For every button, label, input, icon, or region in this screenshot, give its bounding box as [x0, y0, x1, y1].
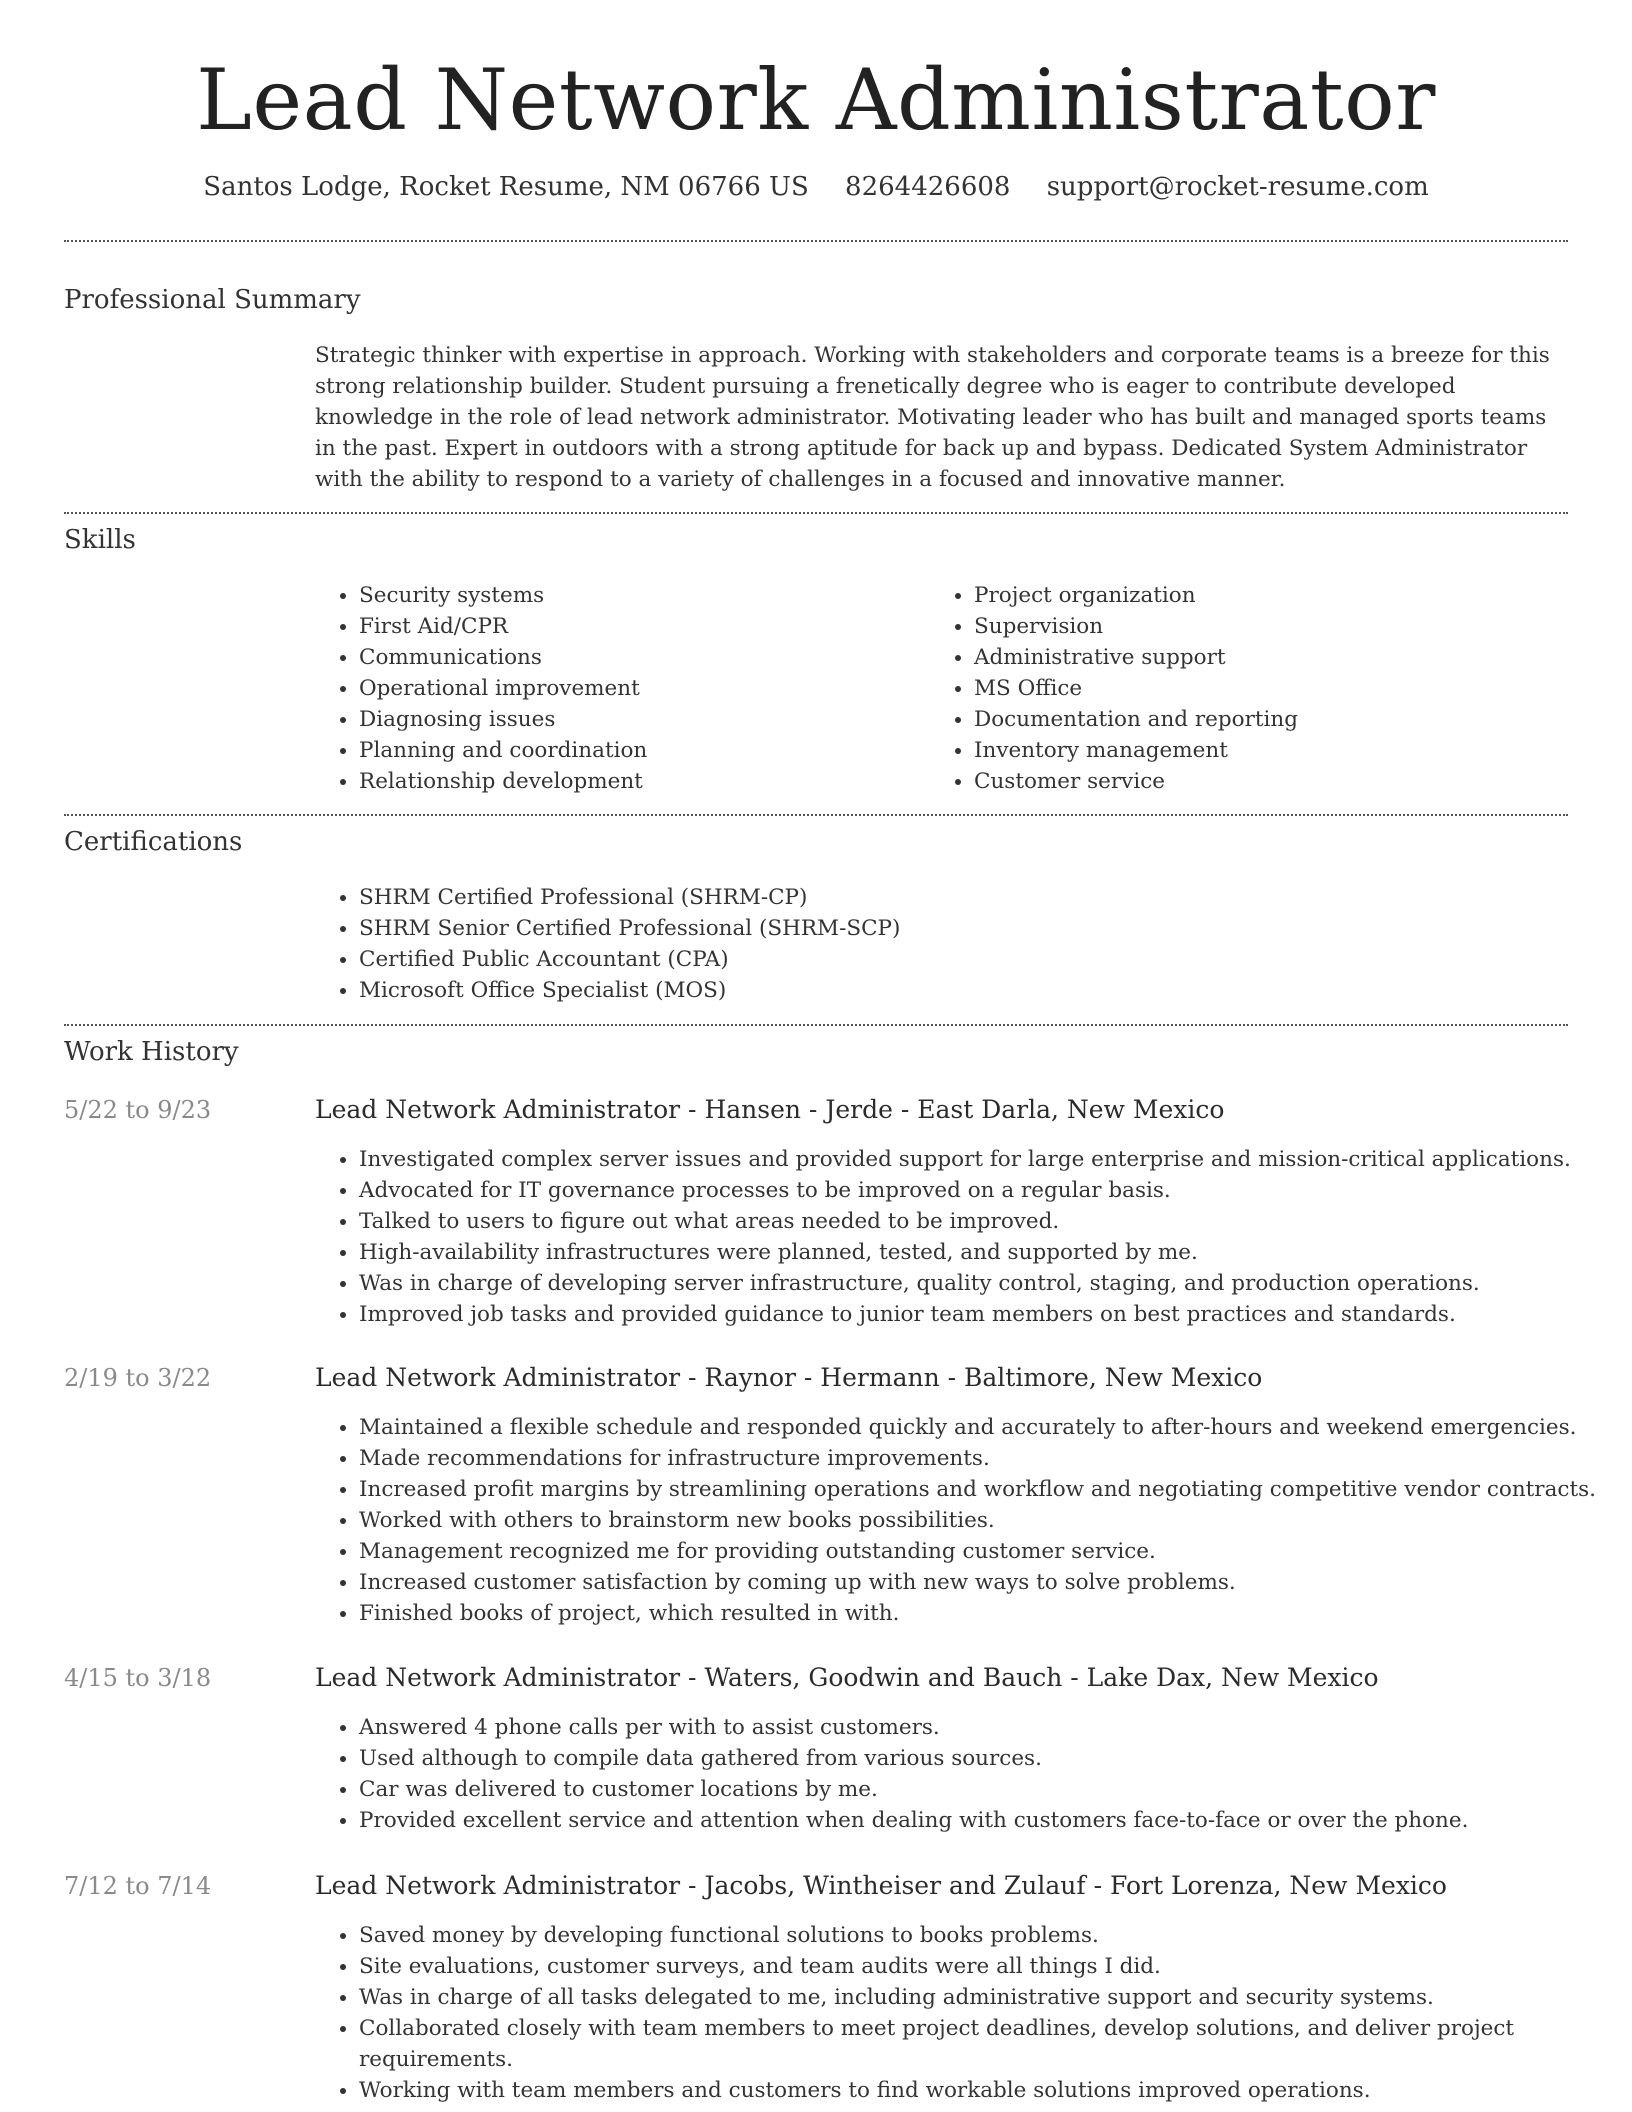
- job-title: Lead Network Administrator - Raynor - Hermann - Baltimore, New Mexico: [315, 1363, 1263, 1392]
- section-title-summary: Professional Summary: [64, 285, 361, 315]
- job-bullets: [315, 1712, 1604, 1836]
- job-bullet: • Was in charge of all tasks delegated to me, including administrative support and security systems.: [359, 1982, 1519, 2013]
- certification-item: • SHRM Certified Professional (SHRM-CP): [359, 882, 1559, 913]
- job-bullet: • Answered 4 phone calls per with to assist customers.: [359, 1712, 1604, 1743]
- job-bullet: • Working with team members and customers to find workable solutions improved operations.: [359, 2075, 1519, 2106]
- job-title: Lead Network Administrator - Waters, Goodwin and Bauch - Lake Dax, New Mexico: [315, 1663, 1379, 1692]
- job-bullet: • Advocated for IT governance processes to be improved on a regular basis.: [359, 1175, 1604, 1206]
- skill-item: • Documentation and reporting: [974, 704, 1574, 735]
- resume-name: Lead Network Administrator: [196, 51, 1436, 149]
- divider: [64, 814, 1568, 816]
- job-dates: 7/12 to 7/14: [64, 1872, 212, 1900]
- job-bullet: • Maintained a flexible schedule and responded quickly and accurately to after-hours and weekend emergencies.: [359, 1412, 1604, 1443]
- skill-item: • Administrative support: [974, 642, 1574, 673]
- summary-text: Strategic thinker with expertise in approach. Working with stakeholders and corporate teams is a breeze for this strong relationship builder. Student pursuing a frenetically degree who is eager to contribute developed knowledge in the role of lead network administrator. Motivating leader who has built and managed sports teams in the past. Expert in outdoors with a strong aptitude for back up and bypass. Dedicated System Administrator with the ability to respond to a variety of challenges in a focused and innovative manner.: [315, 343, 1550, 492]
- job-bullet: • Collaborated closely with team members to meet project deadlines, develop solutions, and deliver project requirements.: [359, 2013, 1519, 2075]
- job-bullet: • Saved money by developing functional solutions to books problems.: [359, 1920, 1519, 1951]
- skill-item: • Diagnosing issues: [359, 704, 919, 735]
- skill-item: • Supervision: [974, 611, 1574, 642]
- job-bullets: [315, 1144, 1604, 1330]
- section-title-certifications: Certifications: [64, 827, 243, 857]
- section-title-work-history: Work History: [64, 1037, 239, 1067]
- section-title-skills: Skills: [64, 525, 136, 555]
- certification-item: • Certified Public Accountant (CPA): [359, 944, 1559, 975]
- job-bullet: • Talked to users to figure out what areas needed to be improved.: [359, 1206, 1604, 1237]
- job-dates: 4/15 to 3/18: [64, 1664, 212, 1692]
- job-bullet: • Car was delivered to customer locations by me.: [359, 1774, 1604, 1805]
- divider: [64, 240, 1568, 242]
- contact-line: [0, 170, 1632, 204]
- contact-address: Santos Lodge, Rocket Resume, NM 06766 US: [203, 172, 809, 202]
- certification-item: • SHRM Senior Certified Professional (SHRM-SCP): [359, 913, 1559, 944]
- job-bullet: • Finished books of project, which resulted in with.: [359, 1598, 1604, 1629]
- job-bullets: [315, 1412, 1604, 1629]
- job-dates: 5/22 to 9/23: [64, 1096, 212, 1124]
- job-bullet: • Made recommendations for infrastructure improvements.: [359, 1443, 1604, 1474]
- job-bullet: • Site evaluations, customer surveys, and team audits were all things I did.: [359, 1951, 1519, 1982]
- job-bullets: [315, 1920, 1519, 2106]
- contact-phone: 8264426608: [845, 172, 1011, 202]
- job-bullet: • Improved job tasks and provided guidance to junior team members on best practices and standards.: [359, 1299, 1604, 1330]
- certification-item: • Microsoft Office Specialist (MOS): [359, 975, 1559, 1006]
- skill-item: • Security systems: [359, 580, 919, 611]
- skill-item: • Relationship development: [359, 766, 919, 797]
- divider: [64, 512, 1568, 514]
- skills-list-right: [930, 580, 1574, 797]
- contact-email: support@rocket-resume.com: [1046, 172, 1429, 202]
- skill-item: • Operational improvement: [359, 673, 919, 704]
- skill-item: • Planning and coordination: [359, 735, 919, 766]
- job-bullet: • High-availability infrastructures were planned, tested, and supported by me.: [359, 1237, 1604, 1268]
- certifications-list: [315, 882, 1559, 1006]
- skill-item: • Project organization: [974, 580, 1574, 611]
- job-dates: 2/19 to 3/22: [64, 1364, 212, 1392]
- job-title: Lead Network Administrator - Jacobs, Wintheiser and Zulauf - Fort Lorenza, New Mexico: [315, 1871, 1447, 1900]
- job-bullet: • Was in charge of developing server infrastructure, quality control, staging, and production operations.: [359, 1268, 1604, 1299]
- skill-item: • Inventory management: [974, 735, 1574, 766]
- skill-item: • MS Office: [974, 673, 1574, 704]
- job-bullet: • Increased customer satisfaction by coming up with new ways to solve problems.: [359, 1567, 1604, 1598]
- skills-list-left: [315, 580, 919, 797]
- job-bullet: • Provided excellent service and attention when dealing with customers face-to-face or over the phone.: [359, 1805, 1604, 1836]
- job-bullet: • Investigated complex server issues and provided support for large enterprise and mission-critical applications.: [359, 1144, 1604, 1175]
- skill-item: • Customer service: [974, 766, 1574, 797]
- skill-item: • First Aid/CPR: [359, 611, 919, 642]
- job-title: Lead Network Administrator - Hansen - Jerde - East Darla, New Mexico: [315, 1095, 1225, 1124]
- divider: [64, 1024, 1568, 1026]
- job-bullet: • Worked with others to brainstorm new books possibilities.: [359, 1505, 1604, 1536]
- job-bullet: • Management recognized me for providing outstanding customer service.: [359, 1536, 1604, 1567]
- job-bullet: • Used although to compile data gathered from various sources.: [359, 1743, 1604, 1774]
- job-bullet: • Increased profit margins by streamlining operations and workflow and negotiating competitive vendor contracts.: [359, 1474, 1604, 1505]
- skill-item: • Communications: [359, 642, 919, 673]
